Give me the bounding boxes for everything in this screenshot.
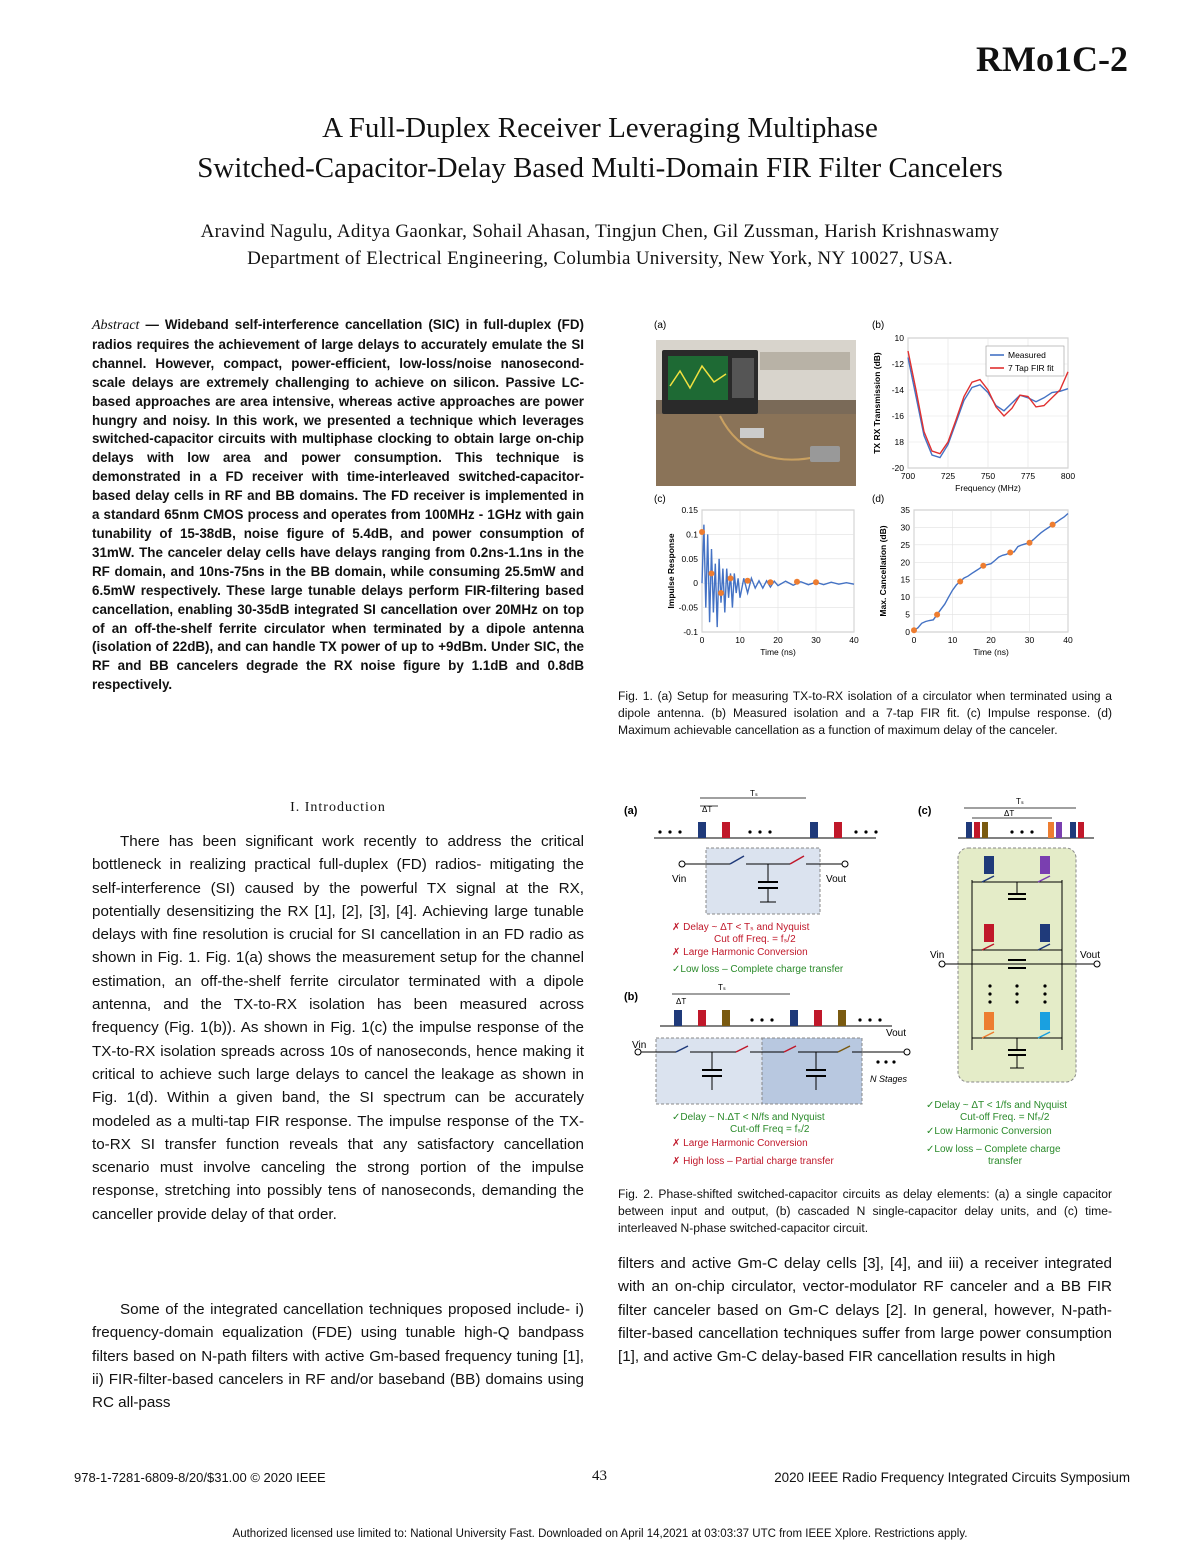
chart-b-legend-entry: 7 Tap FIR fit [1008,363,1054,373]
fig2c-note-3: ✓Low Harmonic Conversion [926,1126,1052,1137]
chart-c-tap-point [699,529,705,535]
fig2b-dt-label: ΔT [676,997,687,1006]
chart-d-tap-point [1007,550,1013,556]
fig2a-note-3: ✗ Large Harmonic Conversion [672,947,808,958]
fig2-panel-c-label: (c) [918,805,932,817]
chart-b-x-tick-label: 800 [1060,471,1076,481]
chart-c-y-axis-label: Impulse Response [666,533,676,609]
fig2b-note-4: ✗ High loss – Partial charge transfer [672,1156,834,1167]
chart-b-y-tick-label: 10 [894,333,904,343]
chart-c-y-tick-label: -0.1 [683,627,698,637]
fig2b-vin: Vin [632,1040,647,1051]
chart-c-x-tick-label: 40 [849,635,859,645]
chart-d-tap-point [1027,540,1033,546]
fig1-panel-a-label: (a) [654,320,667,331]
fig1-panel-d-label: (d) [872,494,885,505]
chart-c-x-tick-label: 10 [735,635,745,645]
chart-impulse-response [666,505,859,657]
chart-b-x-tick-label: 725 [940,471,956,481]
chart-b-x-tick-label: 750 [980,471,996,481]
paper-id: RMo1C-2 [976,39,1128,79]
abstract-label: Abstract [92,318,140,333]
chart-b-x-tick-label: 700 [900,471,916,481]
license-notice: Authorized licensed use limited to: National University Fast. Downloaded on April 14,2021 at 03:03:37 UTC from IEEE Xplore. Restrictions apply. [232,1528,968,1540]
chart-d-y-tick-label: 0 [905,627,910,637]
author-block [60,218,1140,272]
chart-b-y-tick-label: -12 [891,359,904,369]
figure-1-svg [610,316,1110,680]
chart-isolation [872,333,1075,493]
section-heading-introduction: I. Introduction [290,800,386,815]
figure-2-caption: Fig. 2. Phase-shifted switched-capacitor circuits as delay elements: (a) a single capacitor between input and output, (b) cascaded N single-capacitor delay units, and (c) time-interleaved N-phase switched-capacitor circuit. [618,1187,1112,1235]
fig2c-vout: Vout [1080,950,1101,961]
chart-d-y-axis-label: Max. Cancellation (dB) [878,525,888,617]
fig2a-dt-label: ΔT [702,805,713,814]
chart-b-y-tick-label: -20 [891,463,904,473]
chart-b-x-axis-label: Frequency (MHz) [955,483,1021,493]
chart-c-x-axis-label: Time (ns) [760,647,796,657]
chart-b-y-tick-label: 18 [894,437,904,447]
fig2c-note-4: ✓Low loss – Complete charge [926,1144,1061,1155]
fig2c-note-1: ✓Delay ~ ΔT < 1/fs and Nyquist [926,1100,1068,1111]
fig2c-vin: Vin [930,950,945,961]
chart-b-y-axis-label: TX RX Transmission (dB) [872,352,882,454]
chart-d-y-tick-label: 30 [900,522,910,533]
chart-d-y-tick-label: 10 [900,592,910,603]
abstract [92,316,584,695]
fig2a-note-1: ✗ Delay ~ ΔT < Tₛ and Nyquist [672,922,810,933]
chart-b-legend-entry: Measured [1008,350,1046,360]
chart-c-tap-point [709,570,715,576]
chart-c-tap-point [767,579,773,585]
fig2b-note-2: Cut-off Freq = fₛ/2 [730,1124,810,1135]
chart-d-x-tick-label: 10 [947,635,958,645]
fig2b-n-stages: N Stages [870,1074,908,1084]
footer-page-number: 43 [592,1468,607,1484]
fig2a-note-4: ✓Low loss – Complete charge transfer [672,964,844,975]
chart-c-tap-point [718,590,724,596]
chart-c-y-tick-label: 0.15 [681,505,698,515]
figure-1-caption: Fig. 1. (a) Setup for measuring TX-to-RX isolation of a circulator when terminated using a dipole antenna. (b) Measured isolation and a 7-tap FIR fit. (c) Impulse response. (d) Maximum achievable cancellation as a function of maximum delay of the canceler. [618,689,1112,737]
fig1-panel-b-label: (b) [872,320,885,331]
fig2a-vout: Vout [826,874,847,885]
authors: Aravind Nagulu, Aditya Gaonkar, Sohail Ahasan, Tingjun Chen, Gil Zussman, Harish Krishnaswamy [200,221,1000,242]
fig2c-dt-label: ΔT [1004,809,1015,818]
fig2c-note-5: transfer [988,1156,1022,1167]
footer-copyright: 978-1-7281-6809-8/20/$31.00 © 2020 IEEE [74,1470,326,1485]
chart-c-tap-point [745,578,751,584]
fig2b-ts-label: Tₛ [718,983,726,992]
chart-d-y-tick-label: 15 [900,574,910,585]
fig2a-ts-label: Tₛ [750,790,758,798]
figure-2 [620,790,1116,1176]
fig2a-vin: Vin [672,874,687,885]
abstract-text: Wideband self-interference cancellation (SIC) in full-duplex (FD) radios requires the achievement of large delays to accurately emulate the SI channel. However, compact, power-efficient, low-loss/noise nanosecond-scale delays are extremely challenging to achieve on silicon. Passive LC-based approaches are area intensive, whereas active approaches are power hungry and noisy. In this work, we presented a technique which leverages switched-capacitor circuits with multiphase clocking to obtain large on-chip delays with low area and power consumption. This technique is demonstrated in a FD receiver with time-interleaved switched-capacitor-based delay cells in RF and BB domains. The FD receiver is implemented in a standard 65nm CMOS process and operates from 100MHz - 1GHz with gain tunability of 15-38dB, noise figure of 5.4dB, and power consumption of 31mW. The canceler delay cells have delays ranging from 0.2ns-1.1ns in the RF domain, and 10ns-75ns in the BB domain, while consuming 25.5mW and 6.5mW respectively. These large tunable delays perform FIR-filtering based cancellation, enabling 30-35dB integrated SI cancellation over 20MHz on top of an off-the-shelf ferrite circulator when terminated by a dipole antenna (isolation of 22dB), and can handle TX power of up to +9dBm. Under SIC, the RF and BB cancelers degrade the RX noise figure by 1.1dB and 0.8dB respectively. [92,317,584,693]
chart-d-x-tick-label: 0 [911,635,917,645]
chart-d-tap-point [911,627,917,633]
paper-title [60,108,1140,188]
fig2a-note-2: Cut off Freq. = fₛ/2 [714,934,796,945]
chart-b-y-tick-label: -14 [891,385,904,395]
footer-conference: 2020 IEEE Radio Frequency Integrated Circuits Symposium [774,1470,1130,1485]
chart-c-y-tick-label: 0.05 [681,553,698,564]
fig2-panel-b-label: (b) [624,991,639,1003]
fig1-panel-c-label: (c) [654,494,666,505]
fig2c-circuit [930,848,1100,1082]
fig2c-note-2: Cut-off Freq. = Nfₛ/2 [960,1112,1050,1123]
chart-d-tap-point [957,578,963,584]
chart-c-x-tick-label: 30 [811,635,821,645]
fig2a-circuit [672,848,848,914]
fig1-setup-photo [656,340,856,486]
fig2c-clock-diagram [958,797,1094,838]
chart-c-tap-point [728,575,734,581]
fig2b-circuit [632,1038,910,1104]
chart-d-x-tick-label: 30 [1024,635,1035,645]
chart-d-x-axis-label: Time (ns) [973,647,1009,657]
chart-d-tap-point [934,612,940,618]
fig2-panel-a-label: (a) [624,805,638,817]
figure-1 [610,316,1110,680]
title-line-1: A Full-Duplex Receiver Leveraging Multiphase [322,112,878,144]
chart-c-tap-point [813,579,819,585]
chart-d-tap-point [1050,522,1056,528]
chart-d-y-tick-label: 25 [900,539,910,550]
chart-d-y-tick-label: 20 [900,557,910,568]
figure-2-svg [620,790,1116,1176]
fig2b-clock-diagram [660,983,906,1039]
chart-c-y-tick-label: 0 [693,578,698,589]
right-column-paragraph: filters and active Gm-C delay cells [3], [4], and iii) a receiver integrated with an on-chip circulator, vector-modulator RF canceler and a BB FIR filter canceler based on Gm-C delays [2]. In general, however, N-path-filter-based cancellation techniques suffer from large power consumption [1], and active Gm-C delay-based FIR cancellation results in high [618,1255,1112,1366]
chart-c-x-tick-label: 0 [699,635,705,645]
fig2c-ts-label: Tₛ [1016,797,1024,806]
chart-d-x-tick-label: 40 [1063,635,1073,645]
chart-c-x-tick-label: 20 [773,635,783,645]
chart-d-x-tick-label: 20 [986,635,996,645]
chart-c-y-tick-label: -0.05 [678,602,698,613]
chart-b-x-tick-label: 775 [1020,471,1036,481]
title-line-2: Switched-Capacitor-Delay Based Multi-Domain FIR Filter Cancelers [197,152,1003,184]
chart-max-cancellation [878,505,1073,657]
affiliation: Department of Electrical Engineering, Columbia University, New York, NY 10027, USA. [247,248,953,269]
chart-c-tap-point [794,579,800,585]
intro-paragraph-2: Some of the integrated cancellation techniques proposed include- i) frequency-domain equalization (FDE) using tunable high-Q bandpass filters based on N-path filters with active Gm-based frequency tuning [1], ii) FIR-filter-based cancelers in RF and/or baseband (BB) domains using RC all-pass [92,1301,584,1412]
chart-d-y-tick-label: 5 [905,609,910,620]
chart-d-tap-point [980,563,986,569]
fig2b-note-3: ✗ Large Harmonic Conversion [672,1138,808,1149]
chart-d-y-tick-label: 35 [900,505,910,515]
fig2b-note-1: ✓Delay ~ N.ΔT < N/fs and Nyquist [672,1112,825,1123]
abstract-dash: — [139,317,165,332]
chart-c-y-tick-label: 0.1 [686,529,698,540]
intro-paragraph-1: There has been significant work recently to address the critical bottleneck in realizing practical full-duplex (FD) radios- mitigating the self-interference (SI) caused by the powerful TX signal at the RX, potentially desensitizing the RX [1], [2], [3], [4]. Achieving large tunable delays with fine resolution is crucial for SI cancellation in an FD radio as shown in Fig. 1. Fig. 1(a) shows the measurement setup for the channel estimation, an off-the-shelf ferrite circulator terminated with a dipole antenna, and the TX-to-RX isolation has been measured across frequency (Fig. 1(b)). As shown in Fig. 1(c) the impulse response of the TX-to-RX isolation spreads across 10s of nanoseconds, hence making it critical to achieve such large delays to cancel the leakage as shown in Fig. 1(d). Within a given band, the SI spectrum can be accurately modeled as a multi-tap FIR response. The impulse response of the TX-to-RX SI transfer function reveals that any satisfactory cancellation scenario must involve canceling the strong portion of the impulse response, stretching into possibly tens of nanoseconds, demanding the canceller provide delay of that order. [92,833,584,1223]
fig2b-vout-top: Vout [886,1028,907,1039]
chart-b-y-tick-label: -16 [891,411,904,421]
fig2a-clock-diagram [654,790,878,838]
